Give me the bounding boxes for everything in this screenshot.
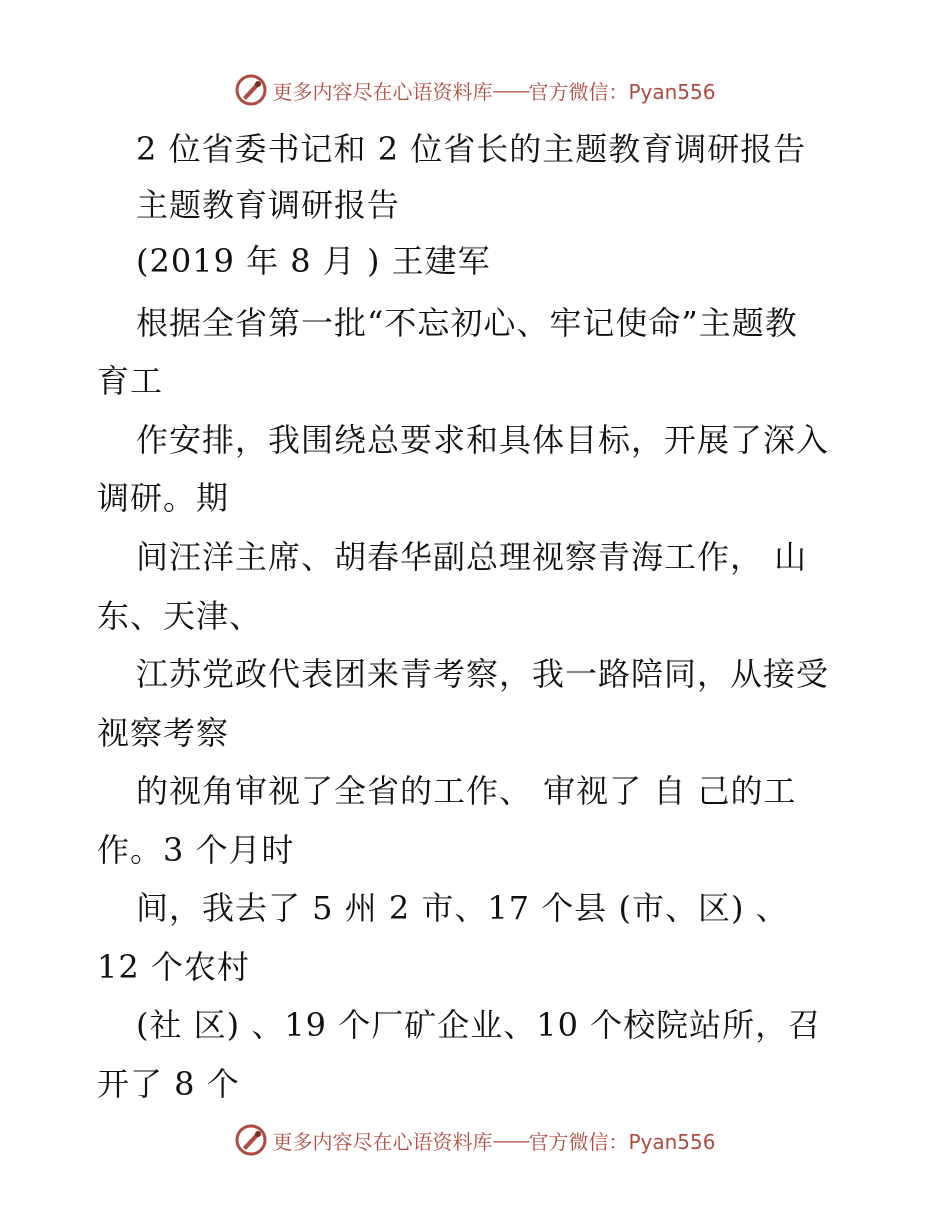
doc-line: 视察考察 xyxy=(97,714,230,752)
watermark-banner-bottom xyxy=(0,1120,950,1160)
doc-date-author: (2019 年 8 月 ) 王建军 xyxy=(136,242,491,280)
watermark-wechat: 官方微信：Pyan556 xyxy=(528,1129,716,1154)
doc-line: 12 个农村 xyxy=(97,948,250,986)
watermark-title: 更多内容尽在心语资料库 xyxy=(272,1129,493,1154)
doc-line: 作。3 个月时 xyxy=(97,831,295,869)
watermark-wechat: 官方微信：Pyan556 xyxy=(528,79,716,104)
doc-line: 作安排，我围绕总要求和具体目标，开展了深入 xyxy=(136,421,830,459)
doc-line: 育工 xyxy=(97,362,164,400)
doc-line: 间，我去了 5 州 2 市、17 个县 (市、区) 、 xyxy=(136,889,789,927)
doc-line: (社 区) 、19 个厂矿企业、10 个校院站所，召 xyxy=(136,1006,822,1044)
doc-line: 调研。期 xyxy=(97,479,230,517)
doc-line: 东、天津、 xyxy=(97,597,263,635)
quill-pen-logo-icon xyxy=(234,73,268,107)
watermark-dash: —— xyxy=(492,1128,529,1152)
watermark-title: 更多内容尽在心语资料库 xyxy=(272,79,493,104)
doc-line: 的视角审视了全省的工作、 审视了 自 己的工 xyxy=(136,772,797,810)
doc-title: 2 位省委书记和 2 位省长的主题教育调研报告 xyxy=(136,130,807,168)
watermark-dash: —— xyxy=(492,78,529,102)
quill-pen-logo-icon xyxy=(234,1123,268,1157)
doc-line: 江苏党政代表团来青考察，我一路陪同，从接受 xyxy=(136,655,830,693)
watermark-banner-top xyxy=(0,70,950,110)
doc-subtitle: 主题教育调研报告 xyxy=(136,186,401,224)
doc-line: 根据全省第一批“不忘初心、牢记使命”主题教 xyxy=(136,304,798,342)
doc-line: 开了 8 个 xyxy=(97,1065,240,1103)
doc-line: 间汪洋主席、胡春华副总理视察青海工作， 山 xyxy=(136,538,808,576)
